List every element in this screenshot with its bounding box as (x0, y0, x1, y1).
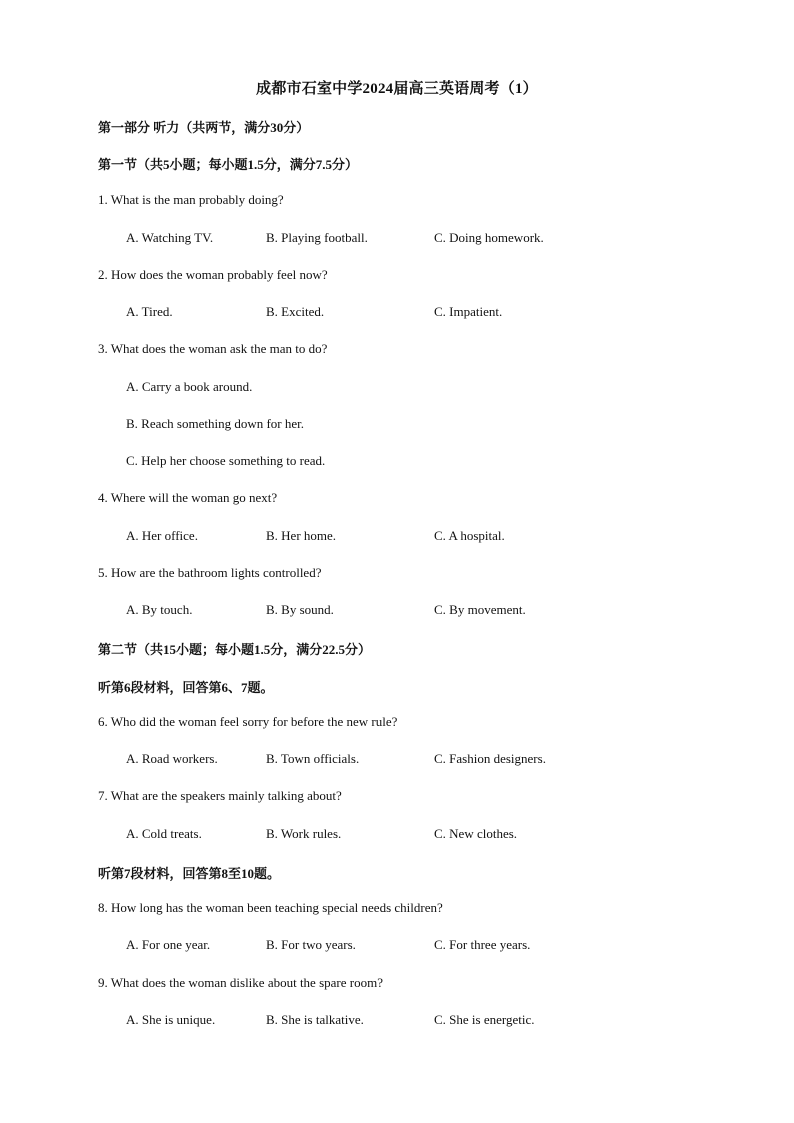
option-c: C. For three years. (434, 937, 531, 952)
option-a: A. Carry a book around. (126, 379, 253, 394)
option-b: B. Reach something down for her. (126, 416, 304, 431)
option-c: C. Doing homework. (434, 230, 544, 245)
option-a: A. Tired. (126, 304, 173, 319)
section-heading-2: 第二节（共15小题；每小题1.5分，满分22.5分） (98, 642, 372, 657)
option-c: C. By movement. (434, 602, 526, 617)
option-b: B. Work rules. (266, 826, 342, 841)
part-heading: 第一部分 听力（共两节，满分30分） (98, 120, 310, 135)
question-stem: 2. How does the woman probably feel now? (98, 267, 328, 282)
option-b: B. Her home. (266, 528, 337, 543)
option-b: B. For two years. (266, 937, 356, 952)
option-b: B. Playing football. (266, 230, 368, 245)
question-stem: 6. Who did the woman feel sorry for before the new rule? (98, 714, 398, 729)
listening-instruction: 听第7段材料，回答第8至10题。 (98, 866, 281, 881)
option-b: B. By sound. (266, 602, 334, 617)
option-a: A. Her office. (126, 528, 198, 543)
option-c: C. She is energetic. (434, 1012, 535, 1027)
option-a: A. She is unique. (126, 1012, 216, 1027)
option-c: C. Help her choose something to read. (126, 453, 326, 468)
option-c: C. Impatient. (434, 304, 503, 319)
option-b: B. She is talkative. (266, 1012, 364, 1027)
option-a: A. By touch. (126, 602, 193, 617)
option-c: C. Fashion designers. (434, 751, 546, 766)
question-stem: 5. How are the bathroom lights controlled? (98, 565, 322, 580)
option-a: A. For one year. (126, 937, 211, 952)
question-stem: 8. How long has the woman been teaching special needs children? (98, 900, 443, 915)
question-stem: 9. What does the woman dislike about the spare room? (98, 975, 383, 990)
question-stem: 1. What is the man probably doing? (98, 192, 284, 207)
listening-instruction: 听第6段材料，回答第6、7题。 (98, 680, 274, 695)
option-a: A. Road workers. (126, 751, 218, 766)
question-stem: 7. What are the speakers mainly talking about? (98, 788, 342, 803)
question-stem: 4. Where will the woman go next? (98, 490, 278, 505)
option-a: A. Cold treats. (126, 826, 202, 841)
page-title: 成都市石室中学2024届高三英语周考（1） (256, 81, 538, 97)
option-c: C. A hospital. (434, 528, 505, 543)
question-stem: 3. What does the woman ask the man to do? (98, 341, 328, 356)
option-b: B. Excited. (266, 304, 325, 319)
option-c: C. New clothes. (434, 826, 518, 841)
option-b: B. Town officials. (266, 751, 360, 766)
option-a: A. Watching TV. (126, 230, 214, 245)
section-heading-1: 第一节（共5小题；每小题1.5分，满分7.5分） (98, 157, 359, 172)
